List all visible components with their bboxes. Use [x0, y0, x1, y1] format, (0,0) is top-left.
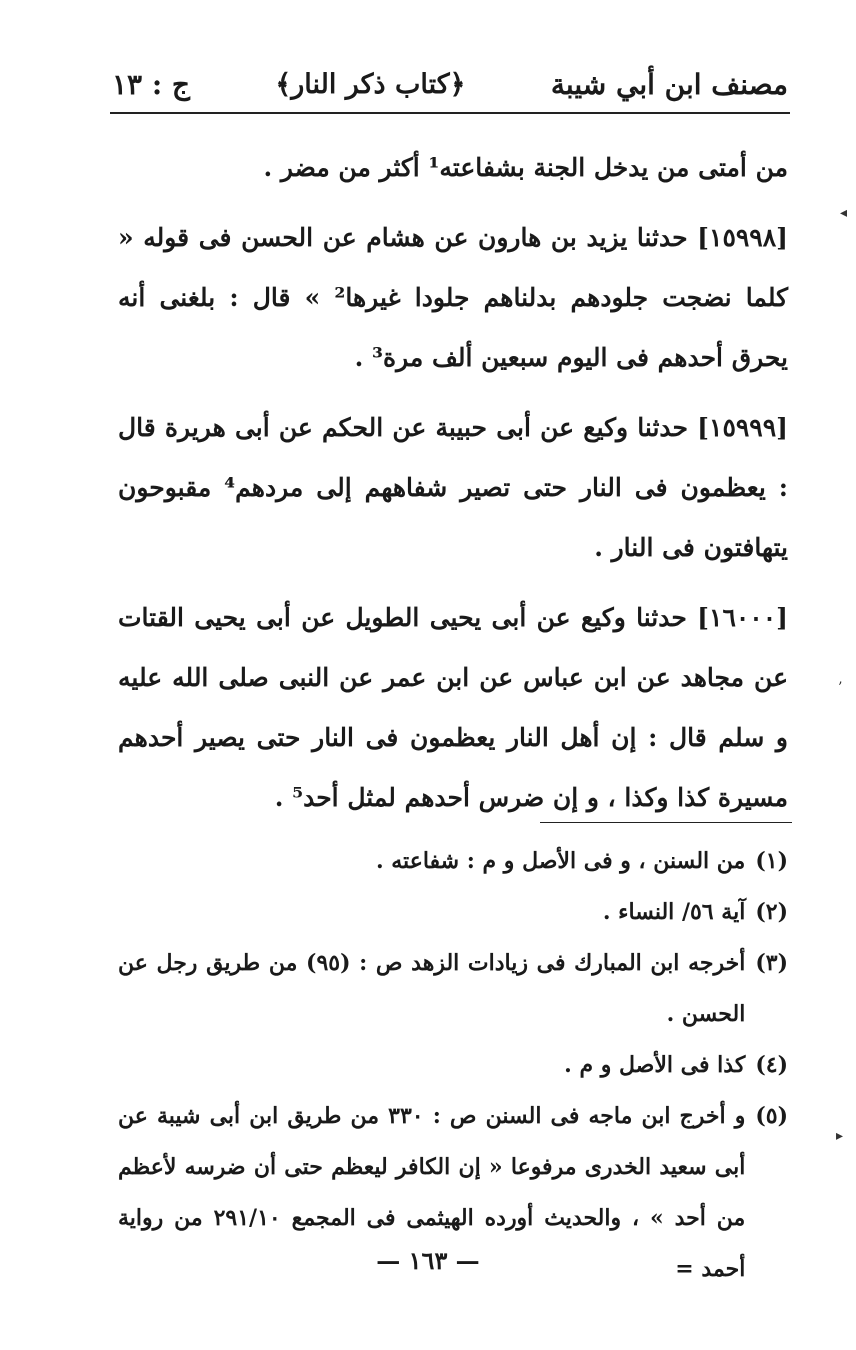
margin-mark: ▸ — [836, 1128, 844, 1144]
footnote-text: من السنن ، و فى الأصل و م : شفاعته . — [375, 848, 746, 874]
footnote-number: (٤) — [755, 1052, 788, 1078]
footnote-divider — [540, 822, 792, 823]
chapter-title: ﴿كتاب ذكر النار﴾ — [275, 68, 466, 100]
footnote-text: و أخرج ابن ماجه فى السنن ص : ٣٣٠ من طريق ابن أبى شيبة عن أبى سعيد الخدرى مرفوعا « إن الكافر ليعظم حتى أن ضرسه لأعظم من أحد » ، والحديث أورده الهيثمى فى المجمع ٢٩١/١٠ من رواية أحمد = — [118, 1103, 746, 1282]
footnote-number: (٥) — [755, 1103, 788, 1129]
volume-number: ج : ١٣ — [112, 67, 190, 101]
hadith-paragraph: [١٦٠٠٠] حدثنا وكيع عن أبى يحيى الطويل عن أبى يحيى القتات عن مجاهد عن ابن عباس عن ابن عمر عن النبى صلى الله عليه و سلم قال : إن أهل النار يعظمون فى النار حتى يصير أحدهم مسيرة كذا وكذا ، و إن ضرس أحدهم لمثل أحد⁵ . — [118, 603, 788, 812]
hadith-paragraph: [١٥٩٩٩] حدثنا وكيع عن أبى حبيبة عن الحكم عن أبى هريرة قال : يعظمون فى النار حتى تصير شفاههم إلى مردهم⁴ مقبوحون يتهافتون فى النار . — [118, 413, 788, 562]
page-number: — ١٦٣ — — [376, 1246, 480, 1275]
footnote-number: (٣) — [755, 950, 788, 976]
footnote-number: (١) — [755, 848, 788, 874]
margin-mark: ◂ — [840, 205, 848, 221]
footnote — [118, 836, 788, 887]
main-text — [118, 138, 788, 828]
book-title: مصنف ابن أبي شيبة — [550, 67, 788, 101]
running-header — [112, 62, 788, 106]
header-divider — [110, 112, 790, 114]
footnotes — [118, 836, 788, 1295]
footnote-text: آية ٥٦/ النساء . — [602, 899, 746, 925]
footnote-text: كذا فى الأصل و م . — [564, 1052, 746, 1078]
footnote — [118, 1040, 788, 1091]
footnote-text: أخرجه ابن المبارك فى زيادات الزهد ص : (٩٥) من طريق رجل عن الحسن . — [118, 950, 746, 1027]
footnote — [118, 938, 788, 1040]
footnote — [118, 887, 788, 938]
paragraph: من أمتى من يدخل الجنة بشفاعته¹ أكثر من مضر . — [263, 153, 788, 182]
footnote-number: (٢) — [755, 899, 788, 925]
hadith-paragraph: [١٥٩٩٨] حدثنا يزيد بن هارون عن هشام عن الحسن فى قوله « كلما نضجت جلودهم بدلناهم جلودا غيرها² » قال : بلغنى أنه يحرق أحدهم فى اليوم سبعين ألف مرة³ . — [118, 223, 789, 372]
margin-mark: ’ — [838, 680, 843, 696]
